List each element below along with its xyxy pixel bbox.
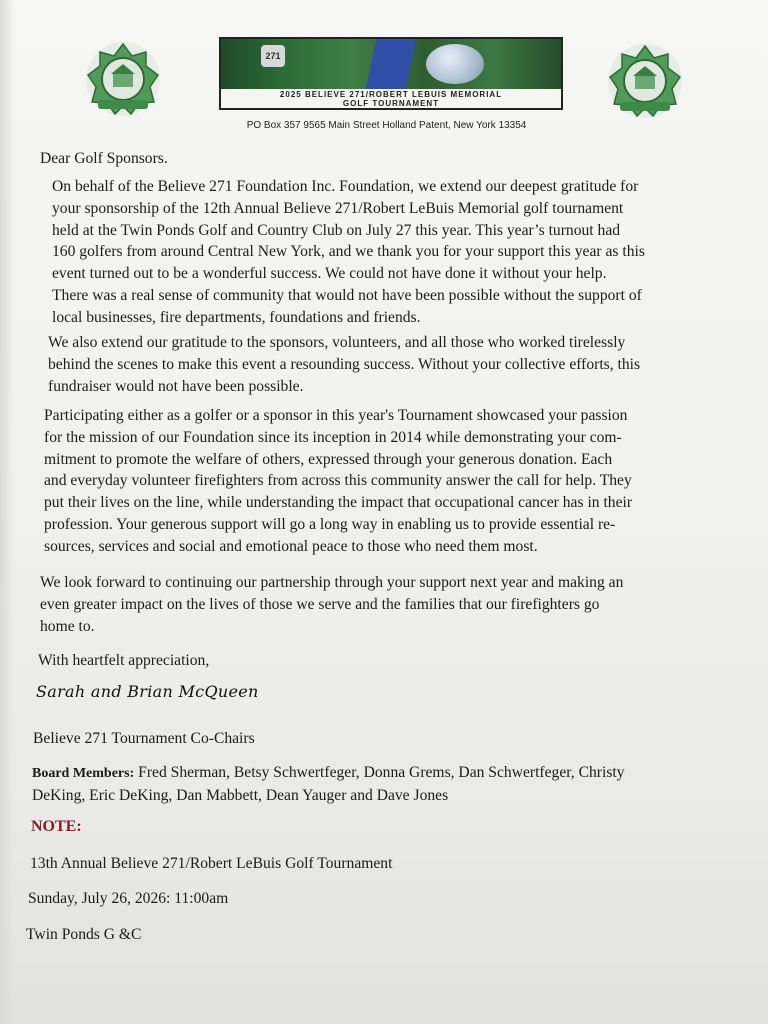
note-event-name: 13th Annual Believe 271/Robert LeBuis Golf Tournament [30, 855, 393, 872]
p3-line: mitment to promote the welfare of others, expressed through your generous donation. Each [44, 450, 613, 468]
banner-title: 2025 BELIEVE 271/ROBERT LEBUIS MEMORIAL [279, 90, 503, 99]
p2-line: We also extend our gratitude to the sponsors, volunteers, and all those who worked tirelessly [48, 334, 626, 351]
p1-line: On behalf of the Believe 271 Foundation Inc. Foundation, we extend our deepest gratitude for [52, 178, 639, 195]
foundation-emblem-logo-right [606, 42, 684, 120]
banner-caption [221, 90, 561, 108]
p1-line: held at the Twin Ponds Golf and Country Club on July 27 this year. This year’s turnout had [52, 221, 621, 239]
board-line [32, 762, 752, 785]
salutation: Dear Golf Sponsors. [40, 150, 168, 167]
p4-line: We look forward to continuing our partnership through your support next year and making an [40, 574, 624, 591]
golf-ball-image [426, 44, 484, 84]
signer-title: Believe 271 Tournament Co-Chairs [33, 730, 255, 747]
note-label: NOTE: [31, 818, 82, 835]
paragraph-future [40, 572, 730, 637]
board-label: Board Members: [32, 766, 135, 781]
p4-line: even greater impact on the lives of those we serve and the families that our firefighters go [40, 595, 600, 613]
p3-line: Participating either as a golfer or a sponsor in this year's Tournament showcased your passion [44, 407, 628, 424]
board-names: Fred Sherman, Betsy Schwertfeger, Donna Grems, Dan Schwertfeger, Christy [134, 764, 625, 781]
p2-line: behind the scenes to make this event a resounding success. Without your collective efforts, this [48, 355, 641, 373]
board-line-2: DeKing, Eric DeKing, Dan Mabbett, Dean Yauger and Dave Jones [32, 786, 449, 804]
p3-line: profession. Your generous support will go a long way in enabling us to provide essential re- [44, 515, 616, 533]
p3-line: sources, services and social and emotional peace to those who need them most. [44, 537, 538, 555]
p1-line: There was a real sense of community that would not have been possible without the support of [52, 286, 642, 304]
p1-line: 160 golfers from around Central New York, and we thank you for your support this year as this [52, 243, 645, 261]
p3-line: and everyday volunteer firefighters from across this community answer the call for help. They [44, 472, 632, 490]
signature: Sarah and Brian McQueen [36, 682, 259, 701]
foundation-emblem-logo [84, 40, 162, 118]
closing: With heartfelt appreciation, [38, 652, 210, 669]
mailing-address: PO Box 357 9565 Main Street Holland Patent, New York 13354 [246, 120, 527, 131]
p1-line: your sponsorship of the 12th Annual Believe 271/Robert LeBuis Memorial golf tournament [52, 199, 624, 217]
paragraph-thanks [52, 176, 730, 329]
board-members [32, 762, 752, 807]
p1-line: event turned out to be a wonderful success. We could not have done it without your help. [52, 265, 607, 283]
paragraph-gratitude [48, 332, 726, 397]
p1-line: local businesses, fire departments, foundations and friends. [52, 308, 421, 326]
banner-271-badge: 271 [261, 45, 285, 67]
p2-line: fundraiser would not have been possible. [48, 377, 304, 395]
note-event-date: Sunday, July 26, 2026: 11:00am [28, 890, 229, 907]
banner-subtitle: GOLF TOURNAMENT [342, 99, 440, 108]
paragraph-mission [44, 405, 734, 558]
tournament-banner [219, 37, 563, 110]
page-edge-shadow [0, 0, 14, 1024]
note-event-venue: Twin Ponds G &C [26, 926, 142, 943]
p3-line: for the mission of our Foundation since its inception in 2014 while demonstrating your com- [44, 428, 622, 446]
p3-line: put their lives on the line, while understanding the impact that occupational cancer has in their [44, 494, 633, 512]
p4-line: home to. [40, 617, 95, 635]
